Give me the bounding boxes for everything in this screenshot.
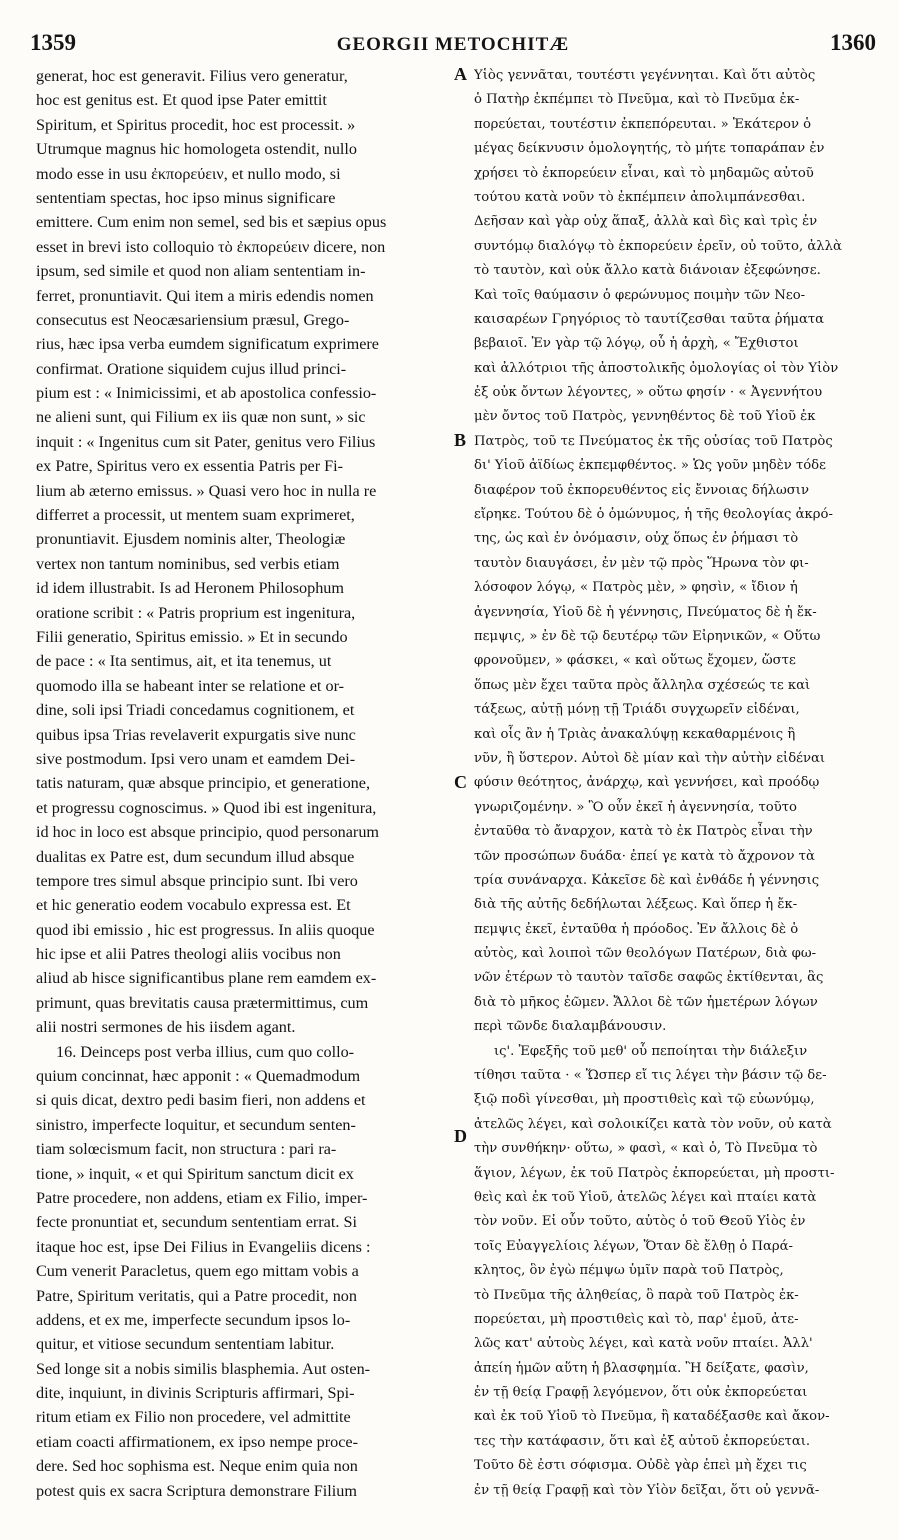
running-title: GEORGII METOCHITÆ bbox=[336, 34, 570, 55]
text-line: δι' Υἱοῦ ἀϊδίως ἐκπεμφθέντος. » Ὡς γοῦν μηδὲν τόδε bbox=[474, 458, 826, 474]
text-line: τὴν συνθήκην· οὕτω, » φασὶ, « καὶ ὁ, Τὸ Πνεῦμα τὸ bbox=[474, 1141, 818, 1157]
text-line: emittere. Cum enim non semel, sed bis et sæpius opus bbox=[36, 213, 387, 232]
text-line: esset in brevi isto colloquio τὸ ἐκπορεύειν dicere, non bbox=[36, 237, 386, 256]
text-line: βεβαιοῖ. Ἐν γὰρ τῷ λόγῳ, οὗ ἡ ἀρχὴ, « Ἔχθιστοι bbox=[474, 336, 799, 352]
text-line: hoc est genitus est. Et quod ipse Pater emittit bbox=[36, 91, 327, 110]
text-line: ἀπείη ἡμῶν αὕτη ἡ βλασφημία. Ἢ δείξατε, φασὶν, bbox=[474, 1360, 809, 1376]
text-line: quium concinnat, hæc apponit : « Quemadmodum bbox=[36, 1067, 361, 1086]
page-number-right: 1360 bbox=[830, 30, 876, 55]
text-line: dite, inquiunt, in divinis Scripturis affirmari, Spi- bbox=[36, 1384, 355, 1403]
page-number-left: 1359 bbox=[30, 30, 76, 55]
text-line: τίθησι ταῦτα · « Ὥσπερ εἴ τις λέγει τὴν βάσιν τῷ δε- bbox=[474, 1068, 827, 1084]
text-line: oratione scribit : « Patris proprium est ingenitura, bbox=[36, 603, 356, 622]
text-line: ἅγιον, λέγων, ἐκ τοῦ Πατρὸς ἐκπορεύεται, μὴ προστι- bbox=[474, 1165, 835, 1181]
text-line: πορεύεται, μὴ προστιθεὶς καὶ τὸ, παρ' ἐμοῦ, ἀτε- bbox=[474, 1311, 799, 1327]
text-line: Δεῆσαν καὶ γὰρ οὐχ ἅπαξ, ἀλλὰ καὶ δὶς καὶ τρὶς ἐν bbox=[474, 214, 818, 230]
text-line: τὸ ταυτὸν, καὶ οὐκ ἄλλο κατὰ διάνοιαν ἐξεφώνησε. bbox=[474, 263, 821, 279]
text-line: πορεύεται, τουτέστιν ἐκπεπόρευται. » Ἑκάτερον ὁ bbox=[474, 116, 812, 132]
section-marker-b: B bbox=[454, 430, 467, 450]
text-line: τες τὴν κατάφασιν, ὅτι καὶ ἐξ αὐτοῦ ἐκπορεύεται. bbox=[474, 1433, 811, 1449]
text-line: διὰ τὸ μῆκος ἐῶμεν. Ἄλλοι δὲ τῶν ἡμετέρων λόγων bbox=[474, 994, 818, 1010]
text-line: τούτου κατὰ νοῦν τὸ ἐκπέμπειν ἀπολιμπάνεσθαι. bbox=[474, 189, 806, 205]
text-line: ferret, pronuntiavit. Qui item a miris edendis nomen bbox=[36, 286, 374, 305]
text-line: ὁ Πατὴρ ἐκπέμπει τὸ Πνεῦμα, καὶ τὸ Πνεῦμα ἐκ- bbox=[474, 92, 800, 108]
text-line: νῶν ἑτέρων τὸ ταυτὸν ταῖσδε σαφῶς ἐκτίθενται, ἃς bbox=[474, 970, 824, 986]
text-line: sententiam spectas, hoc ipso minus significare bbox=[36, 188, 336, 207]
text-line: Patre procedere, non addens, etiam ex Filio, imper- bbox=[36, 1188, 368, 1207]
text-line: tiam solœcismum facit, non structura : pari ra- bbox=[36, 1140, 337, 1159]
text-line: ἀτελῶς λέγει, καὶ σολοικίζει κατὰ τὸν νοῦν, οὐ κατὰ bbox=[474, 1116, 832, 1132]
text-line: et hic generatio eodem vocabulo expressa est. Et bbox=[36, 896, 351, 915]
text-line: της, ὡς καὶ ἐν ὀνόμασιν, οὐχ ὅπως ἐν ῥήμασι τὸ bbox=[474, 531, 799, 547]
text-line: dualitas ex Patre est, dum secundum illud absque bbox=[36, 847, 355, 866]
text-line: etiam coacti affirmationem, ex ipso nempe proce- bbox=[36, 1432, 358, 1451]
text-line: si quis dicat, dextro pedi basim fieri, non addens et bbox=[36, 1091, 366, 1110]
text-line: ipsum, sed simile et quod non aliam sententiam in- bbox=[36, 262, 366, 281]
text-line: αὐτὸς, καὶ λοιποὶ τῶν θεολόγων Πατέρων, διὰ φω- bbox=[474, 946, 817, 962]
running-header bbox=[30, 26, 876, 62]
text-line: Υἱὸς γεννᾶται, τουτέστι γεγέννηται. Καὶ ὅτι αὐτὸς bbox=[474, 68, 816, 83]
text-line: ne alieni sunt, qui Filium ex iis quæ non sunt, » sic bbox=[36, 408, 366, 427]
text-line: pronuntiavit. Ejusdem nominis alter, Theologiæ bbox=[36, 530, 346, 549]
text-line: ἐν τῇ θείᾳ Γραφῇ λεγόμενον, ὅτι οὐκ ἐκπορεύεται bbox=[474, 1385, 808, 1401]
text-line: hic ipse et alii Patres theologi aliis vocibus non bbox=[36, 945, 341, 964]
text-line: tatis naturam, quæ absque principio, et generatione, bbox=[36, 774, 370, 793]
text-line: τὸν νοῦν. Εἰ οὖν τοῦτο, αὐτὸς ὁ τοῦ Θεοῦ Υἱὸς ἐν bbox=[474, 1214, 806, 1230]
text-line: ταυτὸν διαυγάσει, ἐν μὲν τῷ πρὸς Ἥρωνα τὸν φι- bbox=[474, 555, 809, 571]
text-line: ἐν τῇ θείᾳ Γραφῇ καὶ τὸν Υἱὸν δεῖξαι, ὅτι οὐ γεννᾶ- bbox=[474, 1482, 820, 1498]
text-line: νῦν, ἢ ὕστερον. Αὐτοὶ δὲ μίαν καὶ τὴν αὐτὴν εἰδέναι bbox=[474, 750, 826, 766]
text-line: et progressu cognoscimus. » Quod ibi est ingenitura, bbox=[36, 798, 377, 817]
text-line: generat, hoc est generavit. Filius vero generatur, bbox=[36, 67, 348, 85]
text-line: quomodo illa se habeant inter se relatione et or- bbox=[36, 676, 345, 695]
text-line: τῶν προσώπων δυάδα· ἐπεί γε κατὰ τὸ ἄχρονον τὰ bbox=[474, 848, 815, 864]
text-line: εἴρηκε. Τούτου δὲ ὁ ὁμώνυμος, ἡ τῆς θεολογίας ἀκρό- bbox=[474, 507, 833, 523]
text-line: φύσιν θεότητος, ἀνάρχῳ, καὶ γεννήσει, καὶ προόδῳ bbox=[474, 775, 820, 791]
text-line: ἐξ οὐκ ὄντων λέγοντες, » οὕτω φησίν · « Ἀγεννήτου bbox=[474, 385, 823, 401]
text-line: ἀγεννησία, Υἱοῦ δὲ ἡ γέννησις, Πνεύματος δὲ ἡ ἔκ- bbox=[474, 604, 817, 620]
greek-column bbox=[474, 64, 882, 1503]
text-line: ξιῷ ποδὶ γίνεσθαι, μὴ προστιθεὶς καὶ τῷ εὐωνύμῳ, bbox=[474, 1092, 815, 1108]
text-line: διὰ τῆς αὐτῆς δεδήλωται λέξεως. Καὶ ὅπερ ἡ ἔκ- bbox=[474, 897, 798, 913]
latin-column bbox=[36, 64, 446, 1503]
text-line: τοῖς Εὐαγγελίοις λέγων, Ὅταν δὲ ἔλθῃ ὁ Παρά- bbox=[474, 1238, 794, 1254]
text-line: pium est : « Inimicissimi, et ab apostolica confessio- bbox=[36, 384, 377, 403]
text-line: Πατρὸς, τοῦ τε Πνεύματος ἐκ τῆς οὐσίας τοῦ Πατρὸς bbox=[474, 433, 833, 449]
text-line: itaque hoc est, ipse Dei Filius in Evangeliis dicens : bbox=[36, 1237, 371, 1256]
text-line: ἐνταῦθα τὸ ἄναρχον, κατὰ τὸ ἐκ Πατρὸς εἶναι τὴν bbox=[474, 824, 813, 840]
text-line: ritum etiam ex Filio non procedere, vel admittite bbox=[36, 1408, 351, 1427]
text-line: μέγας δείκνυσιν ὁμολογητής, τὸ μήτε τοπαράπαν ἐν bbox=[474, 141, 825, 157]
text-line: tione, » inquit, « et qui Spiritum sanctum dicit ex bbox=[36, 1164, 354, 1183]
text-line: ex Patre, Spiritus vero ex essentia Patris per Fi- bbox=[36, 457, 344, 476]
text-line: id idem illustrabit. Is ad Heronem Philosophum bbox=[36, 579, 344, 598]
text-line: aliud ab hisce significantibus plane rem eamdem ex- bbox=[36, 969, 377, 988]
text-line: sinistro, imperfecte loquitur, et secundum senten- bbox=[36, 1115, 356, 1134]
text-line: χρήσει τὸ ἐκπορεύειν εἶναι, καὶ τὸ μηδαμῶς αὐτοῦ bbox=[474, 165, 814, 181]
text-line: ὅπως μὲν ἔχει ταῦτα πρὸς ἄλληλα σχέσεώς τε καὶ bbox=[474, 677, 811, 693]
text-line: differret a processit, ut mentem suam exprimeret, bbox=[36, 506, 355, 525]
text-line: Utrumque magnus hic homologeta ostendit, nullo bbox=[36, 140, 358, 159]
text-line: sive postmodum. Ipsi vero unam et eamdem Dei- bbox=[36, 749, 356, 768]
text-line: Καὶ τοῖς θαύμασιν ὁ φερώνυμος ποιμὴν τῶν Νεο- bbox=[474, 287, 806, 303]
text-line: λόσοφον λόγῳ, « Πατρὸς μὲν, » φησὶν, « ἴδιον ἡ bbox=[474, 580, 798, 596]
text-line: Spiritum, et Spiritus procedit, hoc est processit. » bbox=[36, 115, 356, 134]
text-line: quod ibi emissio , hic est progressus. In aliis quoque bbox=[36, 920, 375, 939]
text-line: καὶ ἀλλότριοι τῆς ἀποστολικῆς ὁμολογίας οἱ τὸν Υἱὸν bbox=[474, 360, 839, 376]
text-line: Filii generatio, Spiritus emissio. » Et in secundo bbox=[36, 627, 348, 646]
section-marker-a: A bbox=[454, 64, 467, 84]
text-line: primunt, quas brevitatis causa prætermittimus, cum bbox=[36, 993, 369, 1012]
text-line: lium ab æterno emissus. » Quasi vero hoc in nulla re bbox=[36, 481, 377, 500]
text-line: rius, hæc ipsa verba eumdem significatum exprimere bbox=[36, 335, 379, 354]
text-line: confirmat. Oratione siquidem cujus illud princi- bbox=[36, 359, 347, 378]
text-line: de pace : « Ita sentimus, ait, et ita tenemus, ut bbox=[36, 652, 332, 671]
text-line: Cum venerit Paracletus, quem ego mittam vobis a bbox=[36, 1262, 359, 1281]
text-line: καὶ ἐκ τοῦ Υἱοῦ τὸ Πνεῦμα, ἢ καταδέξασθε καὶ ἄκον- bbox=[474, 1409, 830, 1425]
text-line: συντόμῳ διαλόγῳ τὸ ἐκπορεύειν ἐρεῖν, οὐ τοῦτο, ἀλλὰ bbox=[474, 238, 842, 254]
text-line: διαφέρον τοῦ ἐκπορευθέντος εἰς ἔννοιας δήλωσιν bbox=[474, 482, 809, 498]
text-line: alii nostri sermones de his iisdem agant. bbox=[36, 1018, 296, 1037]
text-line: καισαρέων Γρηγόριος τὸ ταυτίζεσθαι ταῦτα ῥήματα bbox=[474, 311, 825, 327]
text-line: potest quis ex sacra Scriptura demonstrare Filium bbox=[36, 1481, 357, 1500]
text-line: quitur, et vitiose secundum sententiam labitur. bbox=[36, 1335, 335, 1354]
text-line: λῶς κατ' αὐτοὺς λέγει, καὶ κατὰ νοῦν πταίει. Ἀλλ' bbox=[474, 1336, 813, 1352]
text-line: τάξεως, αὐτῇ μόνῃ τῇ Τριάδι συγχωρεῖν εἰδέναι, bbox=[474, 702, 800, 718]
text-line: φρονοῦμεν, » φάσκει, « καὶ οὕτως ἔχομεν, ὥστε bbox=[474, 653, 796, 669]
text-line: γνωριζομένην. » Ὃ οὖν ἐκεῖ ἡ ἀγεννησία, τοῦτο bbox=[474, 799, 797, 815]
text-line: Patre, Spiritum veritatis, qui a Patre procedit, non bbox=[36, 1286, 357, 1305]
text-line: modo esse in usu ἐκπορεύειν, et nullo modo, si bbox=[36, 164, 341, 183]
section-marker-c: C bbox=[454, 772, 467, 792]
text-line: ις'. Ἐφεξῆς τοῦ μεθ' οὗ πεποίηται τὴν διάλεξιν bbox=[494, 1043, 808, 1059]
text-line: περὶ τῶνδε διαλαμβάνουσιν. bbox=[474, 1019, 667, 1035]
text-line: τρία συνάναρχα. Κἀκεῖσε δὲ καὶ ἐνθάδε ἡ γέννησις bbox=[474, 872, 820, 888]
text-line: vertex non tantum nominibus, sed verbis etiam bbox=[36, 554, 340, 573]
text-line: πεμψις ἐκεῖ, ἐνταῦθα ἡ πρόοδος. Ἐν ἄλλοις δὲ ὁ bbox=[474, 921, 799, 937]
text-line: dine, soli ipsi Triadi concedamus cognitionem, et bbox=[36, 701, 355, 720]
text-line: inquit : « Ingenitus cum sit Pater, genitus vero Filius bbox=[36, 432, 376, 451]
text-line: fecte pronuntiat et, secundum sententiam errat. Si bbox=[36, 1213, 357, 1232]
text-line: πεμψις, » ἐν δὲ τῷ δευτέρῳ τῶν Εἰρηνικῶν, « Οὕτω bbox=[474, 628, 821, 644]
section-marker-d: D bbox=[454, 1126, 467, 1146]
text-line: καὶ οἷς ἂν ἡ Τριὰς ἀνακαλύψῃ κεκαθαρμένοις ἢ bbox=[474, 726, 796, 742]
text-line: addens, et ex me, imperfecte secundum ipsos lo- bbox=[36, 1310, 351, 1329]
text-line: Τοῦτο δὲ ἐστι σόφισμα. Οὐδὲ γὰρ ἐπεὶ μὴ ἔχει τις bbox=[474, 1458, 807, 1474]
text-line: dere. Sed hoc sophisma est. Neque enim quia non bbox=[36, 1457, 358, 1476]
text-line: τὸ Πνεῦμα τῆς ἀληθείας, ὃ παρὰ τοῦ Πατρὸς ἐκ- bbox=[474, 1287, 799, 1303]
text-line: quibus ipsa Trias revelaverit expurgatis sive nunc bbox=[36, 725, 356, 744]
text-line: consecutus est Neocæsariensium præsul, Grego- bbox=[36, 310, 350, 329]
text-line: μὲν ὄντος τοῦ Πατρὸς, γεννηθέντος δὲ τοῦ Υἱοῦ ἐκ bbox=[474, 409, 816, 425]
text-line: Sed longe sit a nobis similis blasphemia. Aut osten- bbox=[36, 1359, 371, 1378]
text-line: 16. Deinceps post verba illius, cum quo collo- bbox=[56, 1042, 355, 1061]
text-line: tempore tres simul absque principio sunt. Ibi vero bbox=[36, 871, 358, 890]
text-line: id hoc in loco est absque principio, quod personarum bbox=[36, 823, 380, 842]
text-line: κλητος, ὃν ἐγὼ πέμψω ὑμῖν παρὰ τοῦ Πατρὸς, bbox=[474, 1263, 784, 1279]
text-line: θεὶς καὶ ἐκ τοῦ Υἱοῦ, ἀτελῶς λέγει καὶ πταίει κατὰ bbox=[474, 1189, 817, 1205]
